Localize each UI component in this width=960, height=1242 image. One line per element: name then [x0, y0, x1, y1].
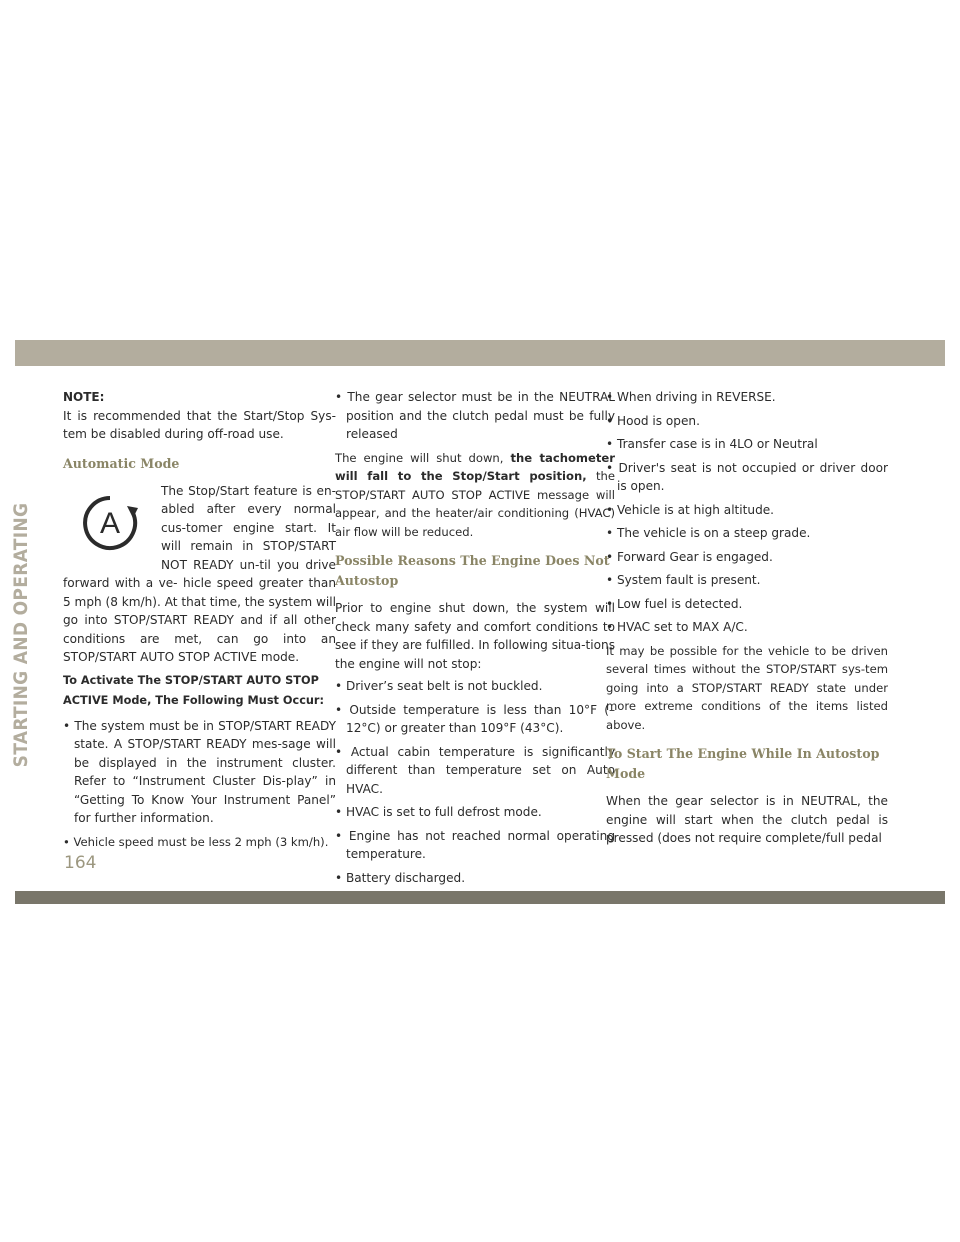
start-engine-heading: To Start The Engine While In Autostop Mode [606, 746, 880, 781]
list-item: • Driver's seat is not occupied or driver door is open. [606, 460, 888, 493]
list-item: • When driving in REVERSE. [606, 390, 776, 404]
reasons-intro: Prior to engine shut down, the system will check many safety and comfort conditions to see if they are fulfilled. In following situa-tions the engine will not stop: [335, 601, 615, 671]
list-item: • Actual cabin temperature is significantly different than temperature set on Auto HVAC. [335, 744, 615, 796]
shutdown-text: The engine will shut down, the tachometer will fall to the Stop/Start position, the STOP/START AUTO STOP ACTIVE message will appear, and the heater/air conditioning (HVAC) air flow will be reduced. [335, 450, 615, 539]
list-item: • Forward Gear is engaged. [606, 549, 773, 564]
list-item: • Engine has not reached normal operating temperature. [335, 828, 615, 861]
reasons-heading: Possible Reasons The Engine Does Not Autostop [335, 553, 610, 588]
list-item: • Vehicle is at high altitude. [606, 502, 775, 517]
auto-mode-block [63, 482, 336, 667]
page-number: 164 [64, 853, 97, 873]
list-item: • Low fuel is detected. [606, 596, 743, 611]
possible-text: It may be possible for the vehicle to be driven several times without the STOP/START sys-tem going into a STOP/START READY state under more extreme conditions of the items listed above. [606, 643, 888, 732]
activate-heading: To Activate The STOP/START AUTO STOP ACTIVE Mode, The Following Must Occur: [63, 673, 325, 707]
auto-mode-text: The Stop/Start feature is en-abled after every normal cus-tomer engine start. It will remain in STOP/START NOT READY un-til you drive forward with a ve- hicle speed greater than 5 mph (8 km/h). At that time, the system will go into STOP/START READY and if all other conditions are met, can go into an STOP/START AUTO STOP ACTIVE mode. [63, 483, 336, 664]
side-title-text: STARTING AND OPERATING [10, 502, 32, 768]
list-item: • The vehicle is on a steep grade. [606, 526, 811, 540]
header-bar [15, 340, 945, 366]
footer-bar [15, 891, 945, 904]
list-item: • Transfer case is in 4LO or Neutral [606, 437, 818, 451]
list-item: • HVAC is set to full defrost mode. [335, 805, 542, 819]
list-item: • The system must be in STOP/START READY state. A STOP/START READY mes-sage will be displayed in the instrument cluster. Refer to “Instrument Cluster Dis-play” in “Getting To Know Your Instrument Panel” for further information. [63, 718, 336, 825]
note-text: It is recommended that the Start/Stop Sys-tem be disabled during off-road use. [63, 408, 336, 441]
list-item: • Hood is open. [606, 413, 700, 428]
column-middle [335, 388, 615, 892]
list-item: • The gear selector must be in the NEUTRAL position and the clutch pedal must be fully released [335, 390, 615, 441]
note-label: NOTE: [63, 390, 105, 404]
svg-text:A: A [99, 506, 121, 540]
list-item: • System fault is present. [606, 573, 761, 587]
start-engine-text: When the gear selector is in NEUTRAL, the engine will start when the clutch pedal is pressed (does not require complete/full pedal [606, 794, 888, 845]
list-item: • Battery discharged. [335, 870, 466, 885]
column-left [63, 388, 336, 856]
automatic-mode-heading: Automatic Mode [63, 455, 180, 471]
list-item: • HVAC set to MAX A/C. [606, 620, 748, 634]
list-item: • Outside temperature is less than 10°F (–12°C) or greater than 109°F (43°C). [335, 702, 615, 735]
list-item: • Driver’s seat belt is not buckled. [335, 679, 543, 693]
list-item: • Vehicle speed must be less 2 mph (3 km/h). [63, 834, 329, 849]
auto-stop-start-icon [75, 488, 145, 558]
column-right [606, 388, 888, 852]
